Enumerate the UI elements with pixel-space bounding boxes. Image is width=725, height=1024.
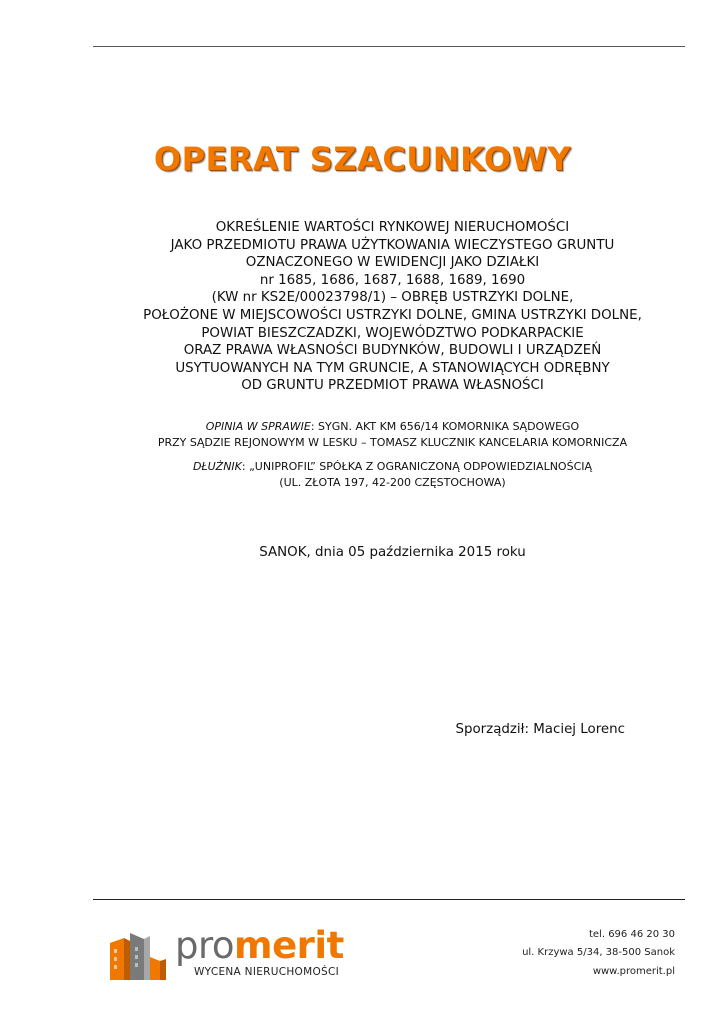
bottom-divider bbox=[93, 899, 685, 900]
contact-website[interactable]: www.promerit.pl bbox=[592, 966, 675, 977]
opinion-line-2: PRZY SĄDZIE REJONOWYM W LESKU – TOMASZ KLUCZNIK KANCELARIA KOMORNICZA bbox=[157, 435, 628, 449]
top-divider bbox=[93, 46, 685, 47]
subject-line: ORAZ PRAWA WŁASNOŚCI BUDYNKÓW, BUDOWLI I URZĄDZEŃ bbox=[183, 343, 602, 359]
subject-line: POWIAT BIESZCZADZKI, WOJEWÓDZTWO PODKARPACKIE bbox=[201, 325, 584, 341]
brand-pro: pro bbox=[175, 924, 235, 967]
subject-line: POŁOŻONE W MIEJSCOWOŚCI USTRZYKI DOLNE, GMINA USTRZYKI DOLNE, bbox=[143, 307, 642, 323]
opinion-block bbox=[30, 419, 725, 450]
subject-line: nr 1685, 1686, 1687, 1688, 1689, 1690 bbox=[259, 272, 526, 288]
subject-line: OZNACZONEGO W EWIDENCJI JAKO DZIAŁKI bbox=[245, 255, 540, 271]
opinion-line-1 bbox=[30, 419, 725, 435]
subject-line: JAKO PRZEDMIOTU PRAWA UŻYTKOWANIA WIECZYSTEGO GRUNTU bbox=[170, 237, 615, 253]
subject-line: OD GRUNTU PRZEDMIOT PRAWA WŁASNOŚCI bbox=[241, 378, 544, 394]
subject-line: OKREŚLENIE WARTOŚCI RYNKOWEJ NIERUCHOMOŚCI bbox=[215, 220, 570, 235]
place-date: SANOK, dnia 05 października 2015 roku bbox=[259, 545, 526, 560]
brand-name bbox=[175, 926, 344, 966]
subject-description bbox=[30, 219, 725, 395]
debtor-label: DŁUŻNIK bbox=[192, 460, 242, 473]
contact-phone: tel. 696 46 20 30 bbox=[588, 929, 675, 940]
subject-line: (KW nr KS2E/00023798/1) – OBRĘB USTRZYKI DOLNE, bbox=[211, 290, 574, 306]
document-title: OPERAT SZACUNKOWY bbox=[153, 140, 572, 178]
debtor-block bbox=[30, 459, 725, 490]
opinion-label: OPINIA W SPRAWIE bbox=[205, 420, 311, 433]
subject-line: USYTUOWANYCH NA TYM GRUNCIE, A STANOWIĄCYCH ODRĘBNY bbox=[175, 360, 610, 376]
brand-merit: merit bbox=[234, 924, 344, 967]
debtor-line-2: (UL. ZŁOTA 197, 42-200 CZĘSTOCHOWA) bbox=[279, 475, 506, 489]
contact-address: ul. Krzywa 5/34, 38-500 Sanok bbox=[522, 947, 675, 958]
debtor-text: : „UNIPROFIL” SPÓŁKA Z OGRANICZONĄ ODPOWIEDZIALNOŚCIĄ bbox=[241, 460, 593, 473]
brand-tagline: WYCENA NIERUCHOMOŚCI bbox=[194, 966, 340, 978]
opinion-text: : SYGN. AKT KM 656/14 KOMORNIKA SĄDOWEGO bbox=[310, 420, 580, 433]
author: Sporządził: Maciej Lorenc bbox=[455, 722, 625, 737]
debtor-line-1 bbox=[30, 459, 725, 475]
